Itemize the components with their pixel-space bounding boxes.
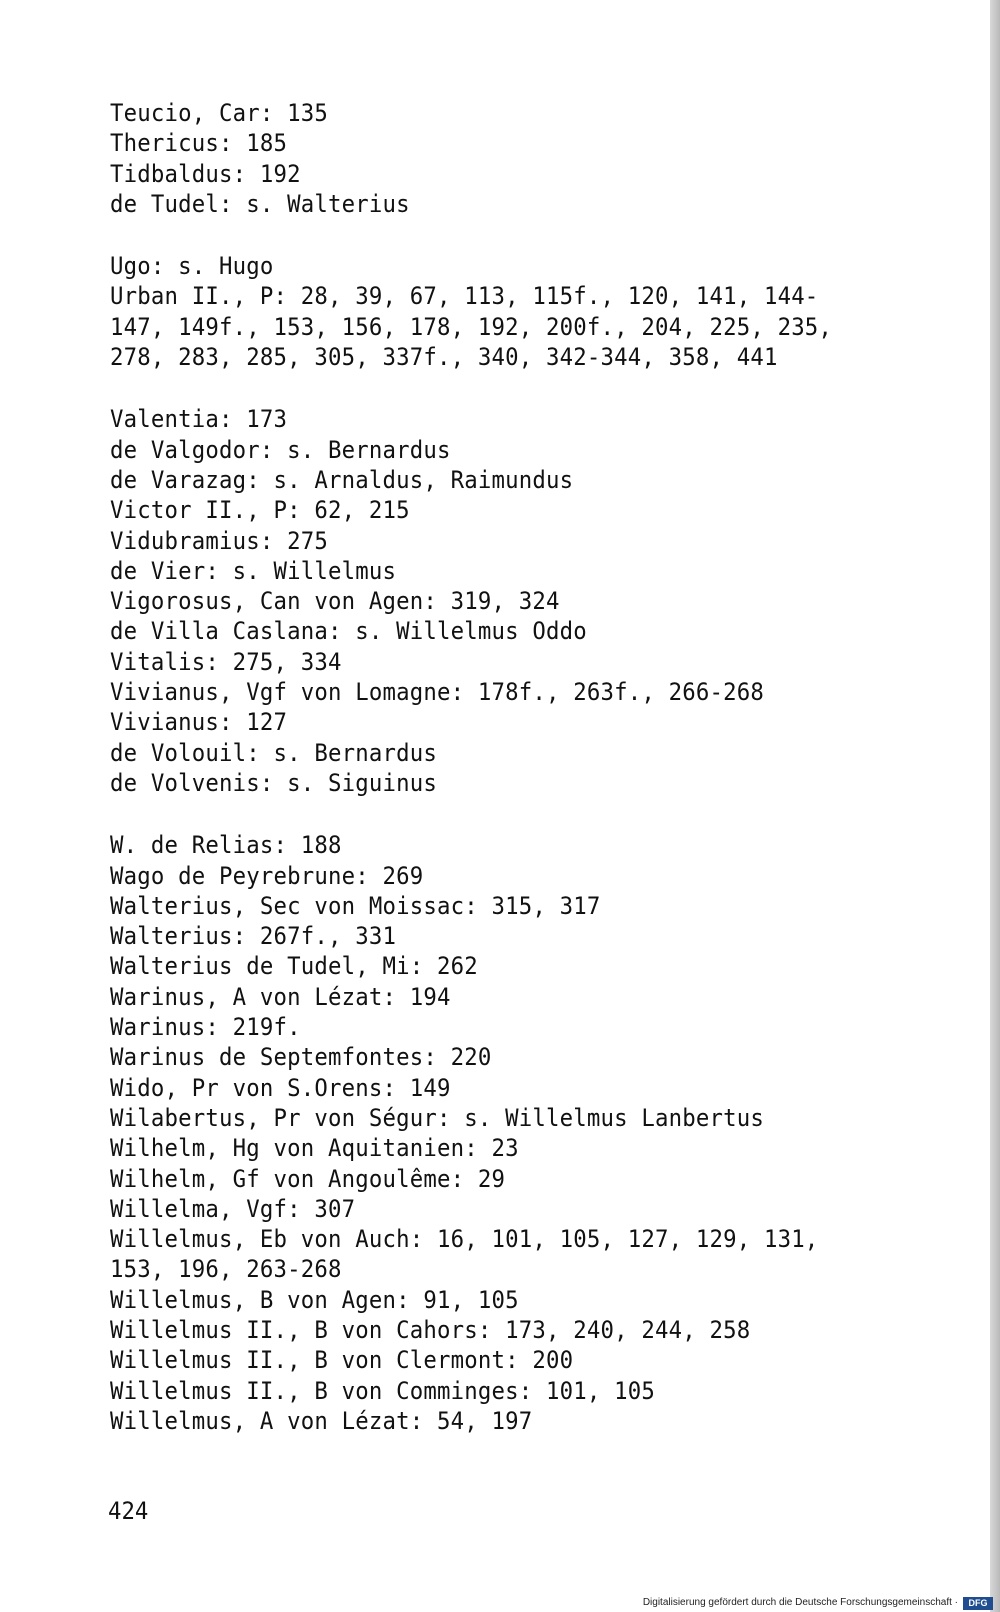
index-entry: Wilhelm, Gf von Angoulême: 29 bbox=[110, 1164, 506, 1193]
index-entry: de Vier: s. Willelmus bbox=[110, 556, 397, 585]
index-entry: de Valgodor: s. Bernardus bbox=[110, 435, 451, 464]
index-group-v bbox=[110, 404, 930, 798]
index-entry: Willelmus II., B von Clermont: 200 bbox=[110, 1346, 574, 1375]
index-entry: Wido, Pr von S.Orens: 149 bbox=[110, 1073, 451, 1102]
digitization-credit: Digitalisierung gefördert durch die Deutsche Forschungsgemeinschaft · bbox=[642, 1597, 958, 1608]
index-entry: Willelmus II., B von Comminges: 101, 105 bbox=[110, 1376, 655, 1405]
index-entry: Vitalis: 275, 334 bbox=[110, 647, 342, 676]
index-entry: Wilhelm, Hg von Aquitanien: 23 bbox=[110, 1134, 519, 1163]
index-entry: Teucio, Car: 135 bbox=[110, 99, 328, 127]
index-entry-continuation: 147, 149f., 153, 156, 178, 192, 200f., 204, 225, 235, bbox=[110, 312, 833, 341]
index-entry: Walterius, Sec von Moissac: 315, 317 bbox=[110, 891, 601, 920]
scan-edge bbox=[990, 0, 1000, 1612]
index-entry: de Volouil: s. Bernardus bbox=[110, 738, 437, 767]
index-entry: Thericus: 185 bbox=[110, 129, 288, 158]
index-entry: Valentia: 173 bbox=[110, 405, 288, 434]
dfg-logo: DFG bbox=[963, 1597, 993, 1610]
index-entry: W. de Relias: 188 bbox=[110, 831, 342, 860]
index-entry: de Tudel: s. Walterius bbox=[110, 189, 410, 218]
index-entry: Willelmus, B von Agen: 91, 105 bbox=[110, 1285, 519, 1314]
index-entry: Vivianus, Vgf von Lomagne: 178f., 263f., 266-268 bbox=[110, 678, 764, 707]
index-entry: Victor II., P: 62, 215 bbox=[110, 496, 410, 525]
index-entry: Walterius de Tudel, Mi: 262 bbox=[110, 952, 478, 981]
index-entry: de Volvenis: s. Siguinus bbox=[110, 768, 437, 797]
index-entry: Vidubramius: 275 bbox=[110, 526, 328, 555]
index-entry: Willelmus II., B von Cahors: 173, 240, 244, 258 bbox=[110, 1315, 751, 1344]
index-column bbox=[110, 98, 930, 1468]
index-entry: Vigorosus, Can von Agen: 319, 324 bbox=[110, 587, 560, 616]
index-entry: Vivianus: 127 bbox=[110, 708, 288, 737]
index-entry: Willelmus, A von Lézat: 54, 197 bbox=[110, 1406, 533, 1435]
page-number: 424 bbox=[108, 1497, 149, 1525]
index-entry: Urban II., P: 28, 39, 67, 113, 115f., 120, 141, 144- bbox=[110, 282, 819, 311]
index-entry: Tidbaldus: 192 bbox=[110, 159, 301, 188]
index-entry: de Villa Caslana: s. Willelmus Oddo bbox=[110, 617, 587, 646]
index-entry: Willelmus, Eb von Auch: 16, 101, 105, 127, 129, 131, bbox=[110, 1225, 819, 1254]
index-entry-continuation: 278, 283, 285, 305, 337f., 340, 342-344, 358, 441 bbox=[110, 343, 778, 372]
index-entry: Ugo: s. Hugo bbox=[110, 252, 274, 281]
index-entry: Warinus de Septemfontes: 220 bbox=[110, 1043, 492, 1072]
index-entry: de Varazag: s. Arnaldus, Raimundus bbox=[110, 465, 574, 494]
index-group-w bbox=[110, 830, 930, 1436]
index-entry: Warinus, A von Lézat: 194 bbox=[110, 982, 451, 1011]
index-entry: Wago de Peyrebrune: 269 bbox=[110, 861, 424, 890]
index-entry: Walterius: 267f., 331 bbox=[110, 922, 397, 951]
index-entry: Willelma, Vgf: 307 bbox=[110, 1194, 356, 1223]
index-entry-continuation: 153, 196, 263-268 bbox=[110, 1255, 342, 1284]
index-group-u bbox=[110, 251, 930, 372]
index-entry: Wilabertus, Pr von Ségur: s. Willelmus Lanbertus bbox=[110, 1103, 764, 1132]
index-entry: Warinus: 219f. bbox=[110, 1013, 301, 1042]
index-group-t bbox=[110, 98, 930, 219]
